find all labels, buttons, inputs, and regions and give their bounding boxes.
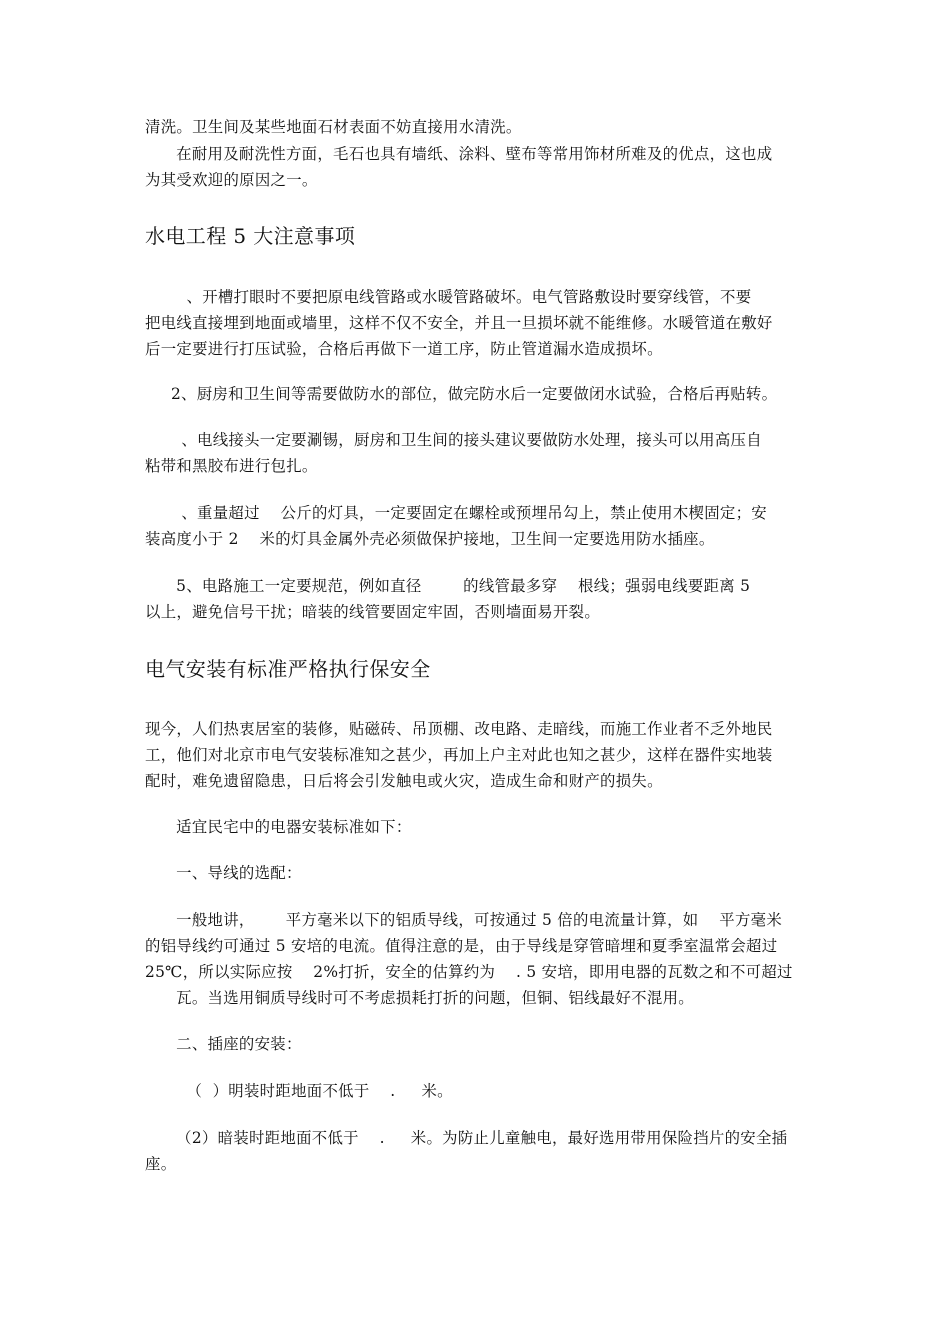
- para-4-line-1: 一般地讲， 平方毫米以下的铝质导线，可按通过 5 倍的电流量计算，如 平方毫米: [145, 911, 783, 929]
- item-4-line-1: 、重量超过 公斤的灯具，一定要固定在螺栓或预埋吊勾上，禁止使用木楔固定；安: [145, 504, 767, 522]
- intro-line-3: 为其受欢迎的原因之一。: [145, 171, 318, 189]
- item-1-line-1: 、开槽打眼时不要把原电线管路或水暖管路破坏。电气管路敷设时要穿线管，不要: [145, 288, 752, 306]
- item-1-line-3: 后一定要进行打压试验，合格后再做下一道工序，防止管道漏水造成损坏。: [145, 340, 663, 358]
- para-7-line-1: （2）暗装时距地面不低于 . 米。为防止儿童触电，最好选用带用保险挡片的安全插: [145, 1129, 788, 1147]
- section-heading-water-electric: 水电工程 5 大注意事项: [145, 224, 356, 248]
- para-6-line-1: （ ）明装时距地面不低于 . 米。: [145, 1082, 453, 1100]
- para-2-line-1: 适宜民宅中的电器安装标准如下：: [145, 818, 412, 836]
- para-4-line-2: 的铝导线约可通过 5 安培的电流。值得注意的是，由于导线是穿管暗埋和夏季室温常会超过: [145, 937, 778, 955]
- item-3-line-2: 粘带和黑胶布进行包扎。: [145, 457, 318, 475]
- item-3-line-1: 、电线接头一定要涮锡，厨房和卫生间的接头建议要做防水处理，接头可以用高压自: [145, 431, 762, 449]
- para-5-line-1: 二、插座的安装：: [145, 1035, 302, 1053]
- item-2-line-1: 2、厨房和卫生间等需要做防水的部位，做完防水后一定要做闭水试验，合格后再贴转。: [145, 385, 778, 403]
- section-heading-electrical-standards: 电气安装有标准严格执行保安全: [145, 657, 431, 681]
- para-1-line-3: 配时，难免遗留隐患，日后将会引发触电或火灾，造成生命和财产的损失。: [145, 772, 663, 790]
- intro-line-1: 清洗。卫生间及某些地面石材表面不妨直接用水清洗。: [145, 118, 522, 136]
- para-1-line-2: 工，他们对北京市电气安装标准知之甚少，再加上户主对此也知之甚少，这样在器件实地装: [145, 746, 773, 764]
- para-1-line-1: 现今，人们热衷居室的装修，贴磁砖、吊顶棚、改电路、走暗线，而施工作业者不乏外地民: [145, 720, 773, 738]
- item-1-line-2: 把电线直接埋到地面或墙里，这样不仅不安全，并且一旦损坏就不能维修。水暖管道在敷好: [145, 314, 773, 332]
- intro-line-2: 在耐用及耐洗性方面，毛石也具有墙纸、涂料、壁布等常用饰材所难及的优点，这也成: [145, 145, 773, 163]
- item-5-line-2: 以上，避免信号干扰；暗装的线管要固定牢固，否则墙面易开裂。: [145, 603, 601, 621]
- item-4-line-2: 装高度小于 2 米的灯具金属外壳必须做保护接地，卫生间一定要选用防水插座。: [145, 530, 715, 548]
- para-3-line-1: 一、导线的选配：: [145, 864, 302, 882]
- item-5-line-1: 5、电路施工一定要规范，例如直径 的线管最多穿 根线；强弱电线要距离 5: [145, 577, 751, 595]
- para-4-line-4: 瓦。当选用铜质导线时可不考虑损耗打折的问题，但铜、铝线最好不混用。: [145, 989, 694, 1007]
- para-7-line-2: 座。: [145, 1155, 177, 1173]
- para-4-line-3: 25℃，所以实际应按 2%打折，安全的估算约为 . 5 安培，即用电器的瓦数之和不可超过: [145, 963, 793, 981]
